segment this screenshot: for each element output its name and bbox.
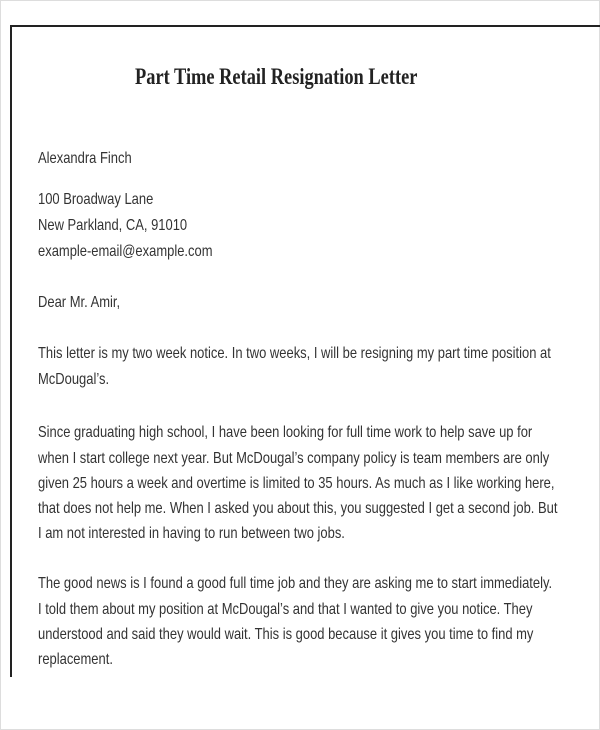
paragraph-2-line: given 25 hours a week and overtime is limited to 35 hours. As much as I like working here,: [38, 475, 555, 492]
sender-name: Alexandra Finch: [38, 150, 132, 167]
paragraph-2-line: when I start college next year. But McDougal’s company policy is team members are only: [38, 450, 550, 467]
sender-city: New Parkland, CA, 91010: [38, 217, 188, 234]
paragraph-3-line: understood and said they would wait. This is good because it gives you time to find my: [38, 626, 534, 643]
sender-street: 100 Broadway Lane: [38, 191, 154, 208]
paragraph-1-line: McDougal’s.: [38, 371, 110, 388]
paragraph-3-line: The good news is I found a good full time job and they are asking me to start immediately.: [38, 575, 553, 592]
paragraph-3-line: I told them about my position at McDougal’s and that I wanted to give you notice. They: [38, 601, 533, 618]
salutation: Dear Mr. Amir,: [38, 294, 121, 311]
paragraph-3-line: replacement.: [38, 651, 113, 668]
paragraph-1-line: This letter is my two week notice. In two weeks, I will be resigning my part time position at: [38, 345, 551, 362]
paragraph-2-line: that does not help me. When I asked you about this, you suggested I get a second job. But: [38, 500, 558, 517]
sender-email: example-email@example.com: [38, 243, 213, 260]
document-title: Part Time Retail Resignation Letter: [135, 64, 418, 89]
paragraph-2-line: Since graduating high school, I have been looking for full time work to help save up for: [38, 424, 533, 441]
paragraph-2-line: I am not interested in having to run between two jobs.: [38, 525, 345, 542]
